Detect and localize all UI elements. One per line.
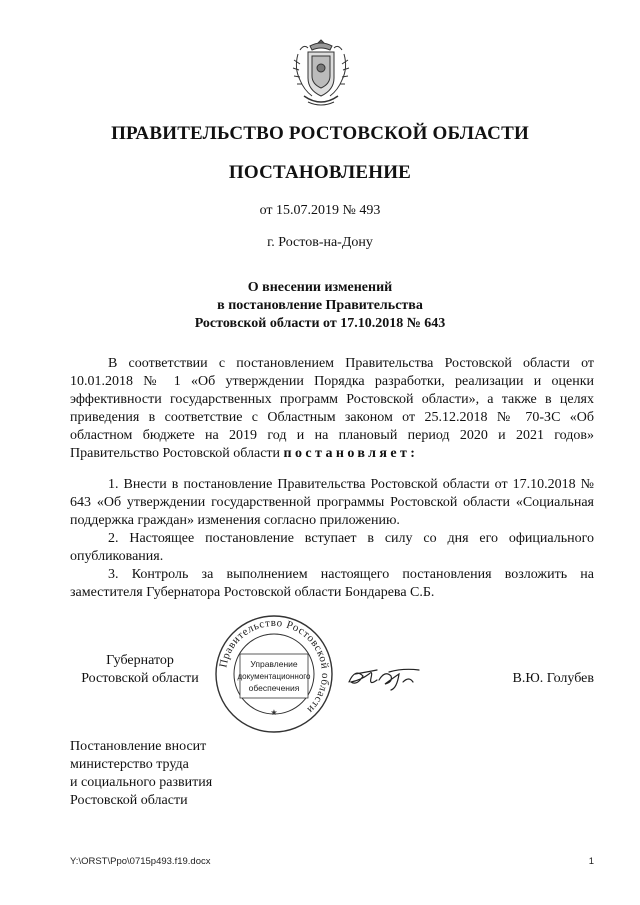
handwritten-signature xyxy=(345,660,425,696)
subject-line-3: Ростовской области от 17.10.2018 № 643 xyxy=(194,316,446,331)
stamp-line-2: документационного xyxy=(237,672,311,681)
coat-of-arms-emblem xyxy=(290,36,352,110)
star-icon: ★ xyxy=(270,708,278,717)
org-title: ПРАВИТЕЛЬСТВО РОСТОВСКОЙ ОБЛАСТИ xyxy=(111,123,529,144)
item-1: 1. Внести в постановление Правительства Ростовской области от 17.10.2018 № 643 «Об утверждении государственной программы Ростовской области «Социальная поддержка граждан» изменения согласно приложению. xyxy=(70,477,594,528)
preamble-text: В соответствии с постановлением Правительства Ростовской области от 10.01.2018 № 1 «Об утверждении Порядка разработки, реализации и оценки эффективности государственных программ Ростовской области», а также в целях приведения в соответствие с Областным законом от 25.12.2018 № 70-ЗС «Об областном бюджете на 2019 год и на плановый период 2020 и 2021 годов» Правительство Ростовской области xyxy=(70,356,594,461)
item-2: 2. Настоящее постановление вступает в силу со дня его официального опубликования. xyxy=(70,531,594,564)
subject-block xyxy=(0,279,640,333)
stamp-line-1: Управление xyxy=(250,659,298,669)
submitter-line-4: Ростовской области xyxy=(70,793,188,808)
resolves-word: постановляет: xyxy=(283,446,419,461)
doc-type-title: ПОСТАНОВЛЕНИЕ xyxy=(228,162,412,183)
footer-page-number: 1 xyxy=(588,856,594,867)
position-line-2: Ростовской области xyxy=(81,671,199,686)
signatory-name: В.Ю. Голубев xyxy=(512,671,594,686)
submitter-line-2: министерство труда xyxy=(70,757,189,772)
stamp-line-3: обеспечения xyxy=(248,683,300,693)
date-number: от 15.07.2019 № 493 xyxy=(259,203,381,218)
subject-line-2: в постановление Правительства xyxy=(217,298,423,313)
position-line-1: Губернатор xyxy=(106,653,174,668)
stamp-ring-text: Правительство Ростовской области xyxy=(217,616,332,716)
signatory-position xyxy=(70,652,210,688)
city: г. Ростов-на-Дону xyxy=(267,235,373,250)
official-stamp xyxy=(212,612,336,736)
footer-file-path: Y:\ORST\Ppo\0715p493.f19.docx xyxy=(70,856,211,867)
preamble-paragraph xyxy=(70,355,594,463)
document-body xyxy=(70,355,594,602)
item-3: 3. Контроль за выполнением настоящего постановления возложить на заместителя Губернатора Ростовской области Бондарева С.Б. xyxy=(70,567,594,600)
submitter-line-1: Постановление вносит xyxy=(70,739,207,754)
submitter-block xyxy=(70,738,212,810)
subject-line-1: О внесении изменений xyxy=(247,280,393,295)
submitter-line-3: и социального развития xyxy=(70,775,213,790)
